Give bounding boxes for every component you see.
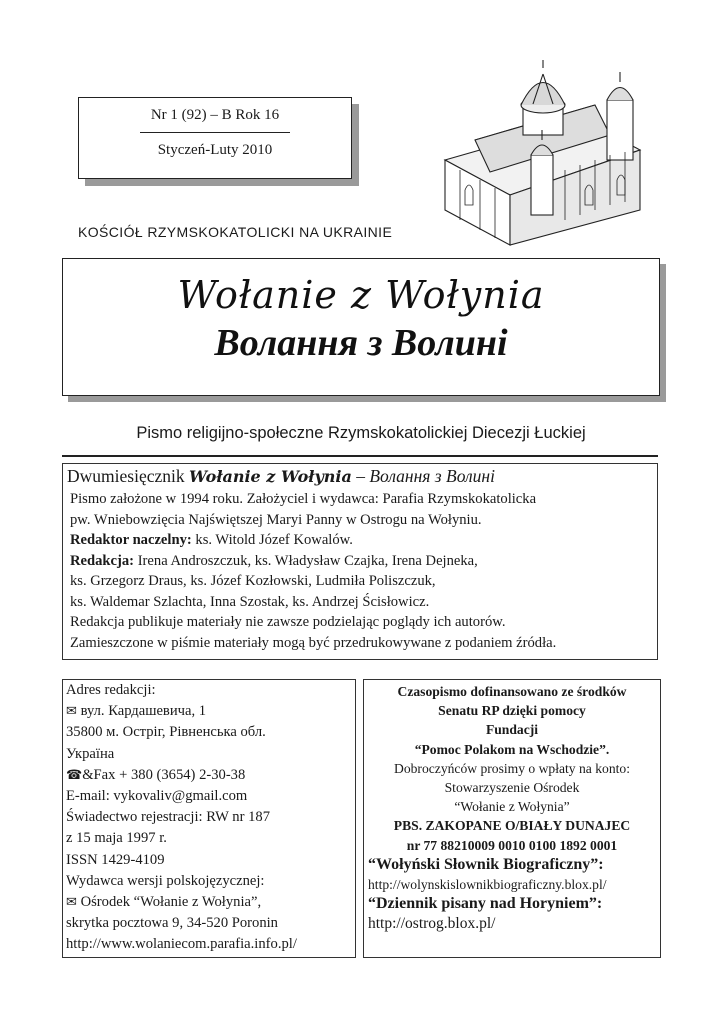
address-url: http://www.wolaniecom.parafia.info.pl/ bbox=[66, 936, 297, 953]
address-registration-2: z 15 maja 1997 r. bbox=[66, 830, 167, 847]
diary-link[interactable]: http://ostrog.blox.pl/ bbox=[368, 915, 496, 933]
address-pl-box: skrytka pocztowa 9, 34-520 Poronin bbox=[66, 915, 278, 932]
info-staff-line-1 bbox=[63, 551, 657, 572]
info-note-2: Zamieszczone w piśmie materiały mogą być przedrukowywane z podaniem źródła. bbox=[70, 634, 557, 651]
address-city: 35800 м. Остріг, Рівненська обл. bbox=[66, 724, 266, 741]
telephone-icon: ☎ bbox=[66, 767, 83, 783]
biography-heading: “Wołyński Słownik Biograficzny”: bbox=[368, 855, 604, 873]
info-note-1: Redakcja publikuje materiały nie zawsze podzielając poglądy ich autorów. bbox=[70, 614, 506, 630]
address-issn: ISSN 1429-4109 bbox=[66, 851, 165, 868]
funding-bank: PBS. ZAKOPANE O/BIAŁY DUNAJEC bbox=[393, 818, 631, 834]
funding-line-3: Fundacji bbox=[485, 722, 539, 738]
info-heading-ukrainian: – Волання з Волині bbox=[356, 466, 495, 486]
address-pl-org-text: Ośrodek “Wołanie z Wołynia”, bbox=[80, 894, 262, 911]
funding-line-2: Senatu RP dzięki pomocy bbox=[438, 703, 586, 719]
biography-link[interactable]: http://wolynskislownikbiograficzny.blox.pl/ bbox=[368, 876, 607, 892]
info-editor bbox=[63, 530, 657, 551]
envelope-icon: ✉ bbox=[66, 895, 77, 911]
info-founded-line-1: Pismo założone w 1994 roku. Założyciel i wydawca: Parafia Rzymskokatolicka bbox=[70, 491, 537, 507]
church-illustration bbox=[435, 60, 665, 250]
publication-info bbox=[62, 463, 658, 660]
funding-line-5: Dobroczyńców prosimy o wpłaty na konto: bbox=[394, 760, 630, 776]
funding-line-6: Stowarzyszenie Ośrodek bbox=[444, 780, 580, 796]
masthead-title-ukrainian: Волання з Волині bbox=[214, 322, 508, 364]
staff-label: Redakcja: bbox=[70, 552, 135, 569]
address-street bbox=[63, 701, 355, 722]
issue-box bbox=[78, 97, 352, 179]
info-staff-line-2: ks. Grzegorz Draus, ks. Józef Kozłowski, Ludmiła Poliszczuk, bbox=[70, 573, 436, 589]
address-label: Adres redakcji: bbox=[66, 682, 156, 698]
diary-heading: “Dziennik pisany nad Horyniem”: bbox=[368, 895, 603, 913]
funding-box bbox=[363, 679, 661, 958]
editor-value: ks. Witold Józef Kowalów. bbox=[191, 532, 353, 548]
address-phone-text: &Fax + 380 (3654) 2-30-38 bbox=[82, 766, 246, 783]
masthead bbox=[62, 258, 660, 396]
issue-date: Styczeń-Luty 2010 bbox=[157, 142, 273, 158]
issue-number: Nr 1 (92) – B Rok 16 bbox=[150, 107, 280, 123]
envelope-icon: ✉ bbox=[66, 704, 77, 720]
info-heading bbox=[63, 464, 657, 489]
issue-divider bbox=[140, 132, 290, 133]
address-registration-1: Świadectwo rejestracji: RW nr 187 bbox=[66, 809, 270, 826]
funding-line-1: Czasopismo dofinansowano ze środków bbox=[397, 684, 627, 699]
church-label: KOŚCIÓŁ RZYMSKOKATOLICKI NA UKRAINIE bbox=[78, 224, 393, 240]
address-street-text: вул. Кардашевича, 1 bbox=[80, 703, 207, 720]
info-founded-line-2: pw. Wniebowzięcia Najświętszej Maryi Panny w Ostrogu na Wołyniu. bbox=[70, 511, 482, 528]
info-heading-brand: Wołanie z Wołynia bbox=[188, 467, 352, 486]
editor-label: Redaktor naczelny: bbox=[70, 532, 192, 548]
info-staff-line-3: ks. Waldemar Szlachta, Inna Szostak, ks. Andrzej Ścisłowicz. bbox=[70, 593, 430, 610]
staff-value: Irena Androszczuk, ks. Władysław Czajka, Irena Dejneka, bbox=[134, 552, 478, 569]
address-country: Україна bbox=[66, 745, 115, 762]
address-email: E-mail: vykovaliv@gmail.com bbox=[66, 788, 248, 805]
info-heading-prefix: Dwumiesięcznik bbox=[67, 466, 185, 486]
subtitle: Pismo religijno-społeczne Rzymskokatolickiej Diecezji Łuckiej bbox=[136, 424, 586, 442]
funding-line-4: “Pomoc Polakom na Wschodzie”. bbox=[414, 741, 610, 757]
section-divider bbox=[62, 455, 658, 457]
masthead-title-polish: Wołanie z Wołynia bbox=[177, 273, 545, 317]
funding-line-7: “Wołanie z Wołynia” bbox=[454, 799, 570, 815]
funding-account: nr 77 88210009 0010 0100 1892 0001 bbox=[406, 837, 618, 853]
address-phone bbox=[63, 765, 355, 786]
address-pl-publisher: Wydawca wersji polskojęzycznej: bbox=[66, 872, 265, 889]
address-pl-org bbox=[63, 892, 355, 913]
address-box bbox=[62, 679, 356, 958]
